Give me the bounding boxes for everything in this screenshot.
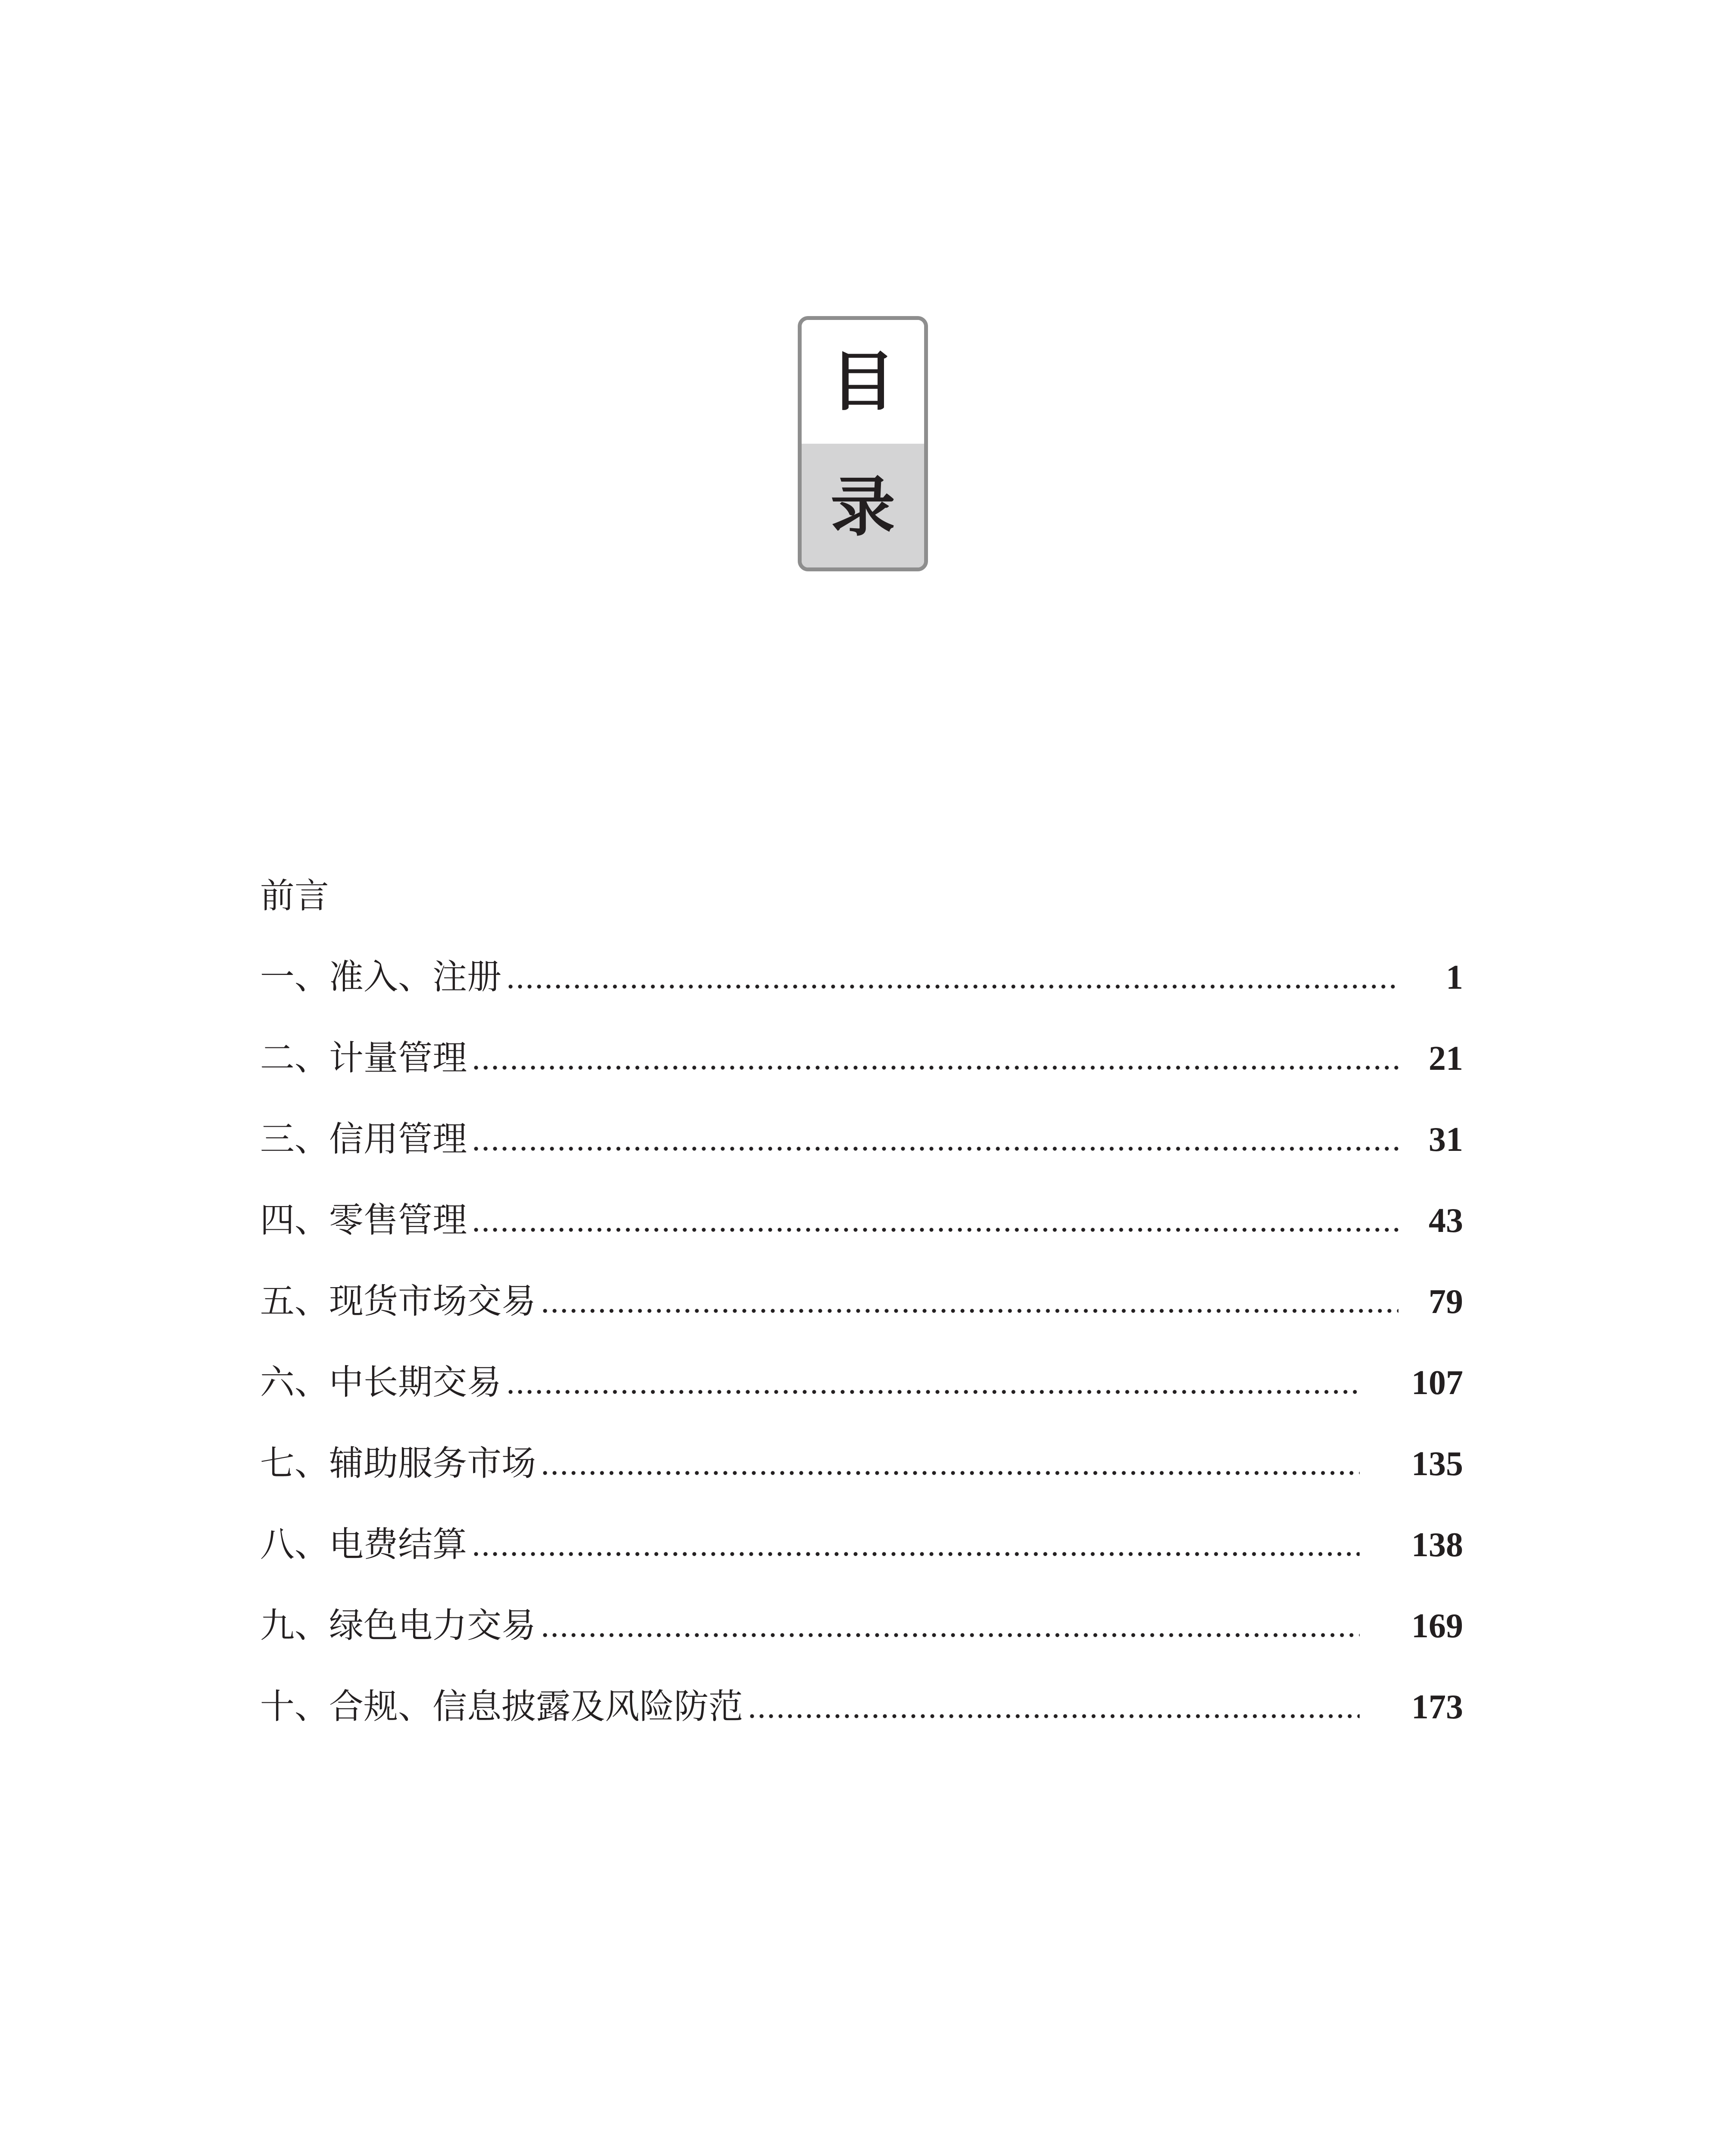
toc-leader-dots	[471, 1065, 1398, 1070]
toc-entry-label: 二、计量管理	[260, 1038, 467, 1078]
toc-entry-label: 五、现货市场交易	[260, 1281, 536, 1321]
toc-entry-page: 21	[1429, 1040, 1463, 1078]
toc-entry-label: 八、电费结算	[260, 1524, 467, 1564]
toc-leader-dots	[471, 1228, 1398, 1232]
toc-leader-dots	[506, 984, 1398, 989]
toc-leader-dots	[540, 1633, 1360, 1637]
toc-leader-dots	[506, 1390, 1360, 1394]
toc-entry[interactable]	[260, 1269, 1463, 1334]
toc-entry-label: 一、准入、注册	[260, 957, 502, 997]
toc-entry-label: 四、零售管理	[260, 1200, 467, 1240]
toc-title-box	[798, 316, 928, 571]
toc-entry[interactable]	[260, 1431, 1463, 1496]
toc-entry-label: 十、合规、信息披露及风险防范	[260, 1686, 743, 1727]
toc-entry-page: 1	[1446, 959, 1463, 997]
toc-leader-dots	[540, 1471, 1360, 1475]
toc-entry-page: 79	[1429, 1283, 1463, 1321]
toc-entry[interactable]	[260, 1593, 1463, 1658]
toc-leader-dots	[540, 1309, 1398, 1313]
toc-leader-dots	[471, 1147, 1398, 1151]
toc-entry[interactable]	[260, 1026, 1463, 1091]
toc-entry[interactable]	[260, 945, 1463, 1009]
toc-entry-page: 107	[1411, 1364, 1463, 1402]
toc-entry-label: 六、中长期交易	[260, 1362, 502, 1402]
title-char-mu: 目	[802, 320, 924, 444]
toc-entry-label: 九、绿色电力交易	[260, 1605, 536, 1645]
toc-entry-page: 43	[1429, 1202, 1463, 1240]
toc-entry[interactable]	[260, 1674, 1463, 1739]
toc-entry-page: 135	[1411, 1445, 1463, 1483]
toc-entry[interactable]	[260, 1512, 1463, 1577]
title-char-lu: 录	[802, 444, 924, 571]
toc-entry-label: 三、信用管理	[260, 1119, 467, 1159]
toc-leader-dots	[471, 1552, 1360, 1556]
toc-preface[interactable]: 前言	[260, 876, 329, 916]
table-of-contents	[260, 864, 1463, 1755]
toc-entry-page: 138	[1411, 1526, 1463, 1564]
toc-entry[interactable]	[260, 1188, 1463, 1253]
toc-entry-page: 173	[1411, 1688, 1463, 1726]
toc-leader-dots	[747, 1714, 1360, 1718]
toc-entry[interactable]	[260, 1350, 1463, 1415]
toc-entry[interactable]	[260, 1107, 1463, 1172]
toc-entry-label: 七、辅助服务市场	[260, 1443, 536, 1483]
toc-entry-page: 169	[1411, 1607, 1463, 1645]
toc-entry-page: 31	[1429, 1121, 1463, 1159]
